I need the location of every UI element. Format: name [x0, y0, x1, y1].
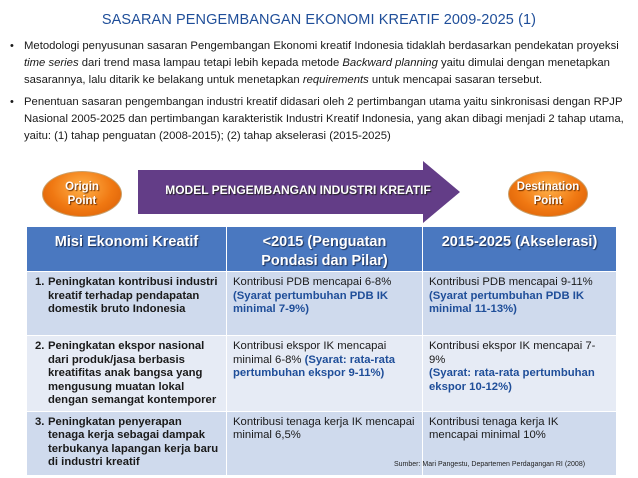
bullet-methodology — [8, 38, 628, 90]
penguatan-cell: Kontribusi ekspor IK mencapai minimal 6-8% (Syarat: rata-rata pertumbuhan ekspor 9-11%) — [227, 336, 423, 412]
bullet-dot: • — [10, 40, 14, 52]
header-misi: Misi Ekonomi Kreatif — [27, 227, 227, 272]
arrow-label: MODEL PENGEMBANGAN INDUSTRI KREATIF — [165, 183, 431, 197]
header-penguatan: <2015 (Penguatan Pondasi dan Pilar) — [227, 227, 423, 272]
table-row — [27, 336, 617, 412]
penguatan-cell: Kontribusi PDB mencapai 6-8% (Syarat pertumbuhan PDB IK minimal 7-9%) — [227, 272, 423, 336]
akselerasi-cell: Kontribusi ekspor IK mencapai 7-9% (Syarat: rata-rata pertumbuhan ekspor 10-12%) — [423, 336, 617, 412]
penguatan-cell: Kontribusi tenaga kerja IK mencapai minimal 6,5% — [227, 411, 423, 475]
akselerasi-cell: Kontribusi tenaga kerja IK mencapai minimal 10% — [423, 411, 617, 475]
misi-cell: 2. Peningkatan ekspor nasional dari produk/jasa berbasis kreatifitas anak bangsa yang mengusung muatan lokal dengan semangat kontemporer — [27, 336, 227, 412]
destination-line-2: Point — [533, 195, 563, 207]
page-title: SASARAN PENGEMBANGAN EKONOMI KREATIF 2009-2025 (1) — [101, 12, 537, 28]
table-row — [27, 272, 617, 336]
origin-point-oval — [42, 171, 122, 217]
header-akselerasi: 2015-2025 (Akselerasi) — [423, 227, 617, 272]
bullet-methodology-text: Metodologi penyusunan sasaran Pengembangan Ekonomi kreatif Indonesia tidaklah berdasarkan pendekatan proyeksi time series dari trend masa lampau tetapi lebih kepada metode Backward planning yaitu dimulai dengan menetapkan sasarannya, lalu ditarik ke belakang untuk menetapkan requirements untuk mencapai sasaran tersebut. — [24, 40, 619, 87]
misi-cell: 1. Peningkatan kontribusi industri kreatif terhadap pendapatan domestik bruto Indonesia — [27, 272, 227, 336]
akselerasi-cell: Kontribusi PDB mencapai 9-11% (Syarat pertumbuhan PDB IK minimal 11-13%) — [423, 272, 617, 336]
misi-cell: 3. Peningkatan penyerapan tenaga kerja sebagai dampak terbukanya lapangan kerja baru di industri kreatif — [27, 411, 227, 475]
origin-line-1: Origin — [65, 181, 99, 193]
bullet-determination-text: Penentuan sasaran pengembangan industri kreatif didasari oleh 2 pertimbangan utama yaitu sinkronisasi dengan RPJP Nasional 2005-2025 dan pertimbangan karakteristik Industri Kreatif Indonesia, yang akan dibagi menjadi 2 tahap utama, yaitu: (1) tahap penguatan (2008-2015); (2) tahap akselerasi (2015-2025) — [24, 95, 624, 143]
bullet-dot: • — [10, 95, 14, 108]
table-header-row — [27, 227, 617, 272]
bullet-determination — [8, 94, 628, 146]
target-table — [26, 226, 617, 476]
origin-line-2: Point — [67, 195, 97, 207]
destination-line-1: Destination — [516, 181, 580, 193]
bullet-list — [8, 38, 628, 149]
model-arrow — [138, 161, 478, 223]
destination-point-oval — [508, 171, 588, 217]
source-note: Sumber: Mari Pangestu, Departemen Perdagangan RI (2008) — [394, 461, 586, 468]
